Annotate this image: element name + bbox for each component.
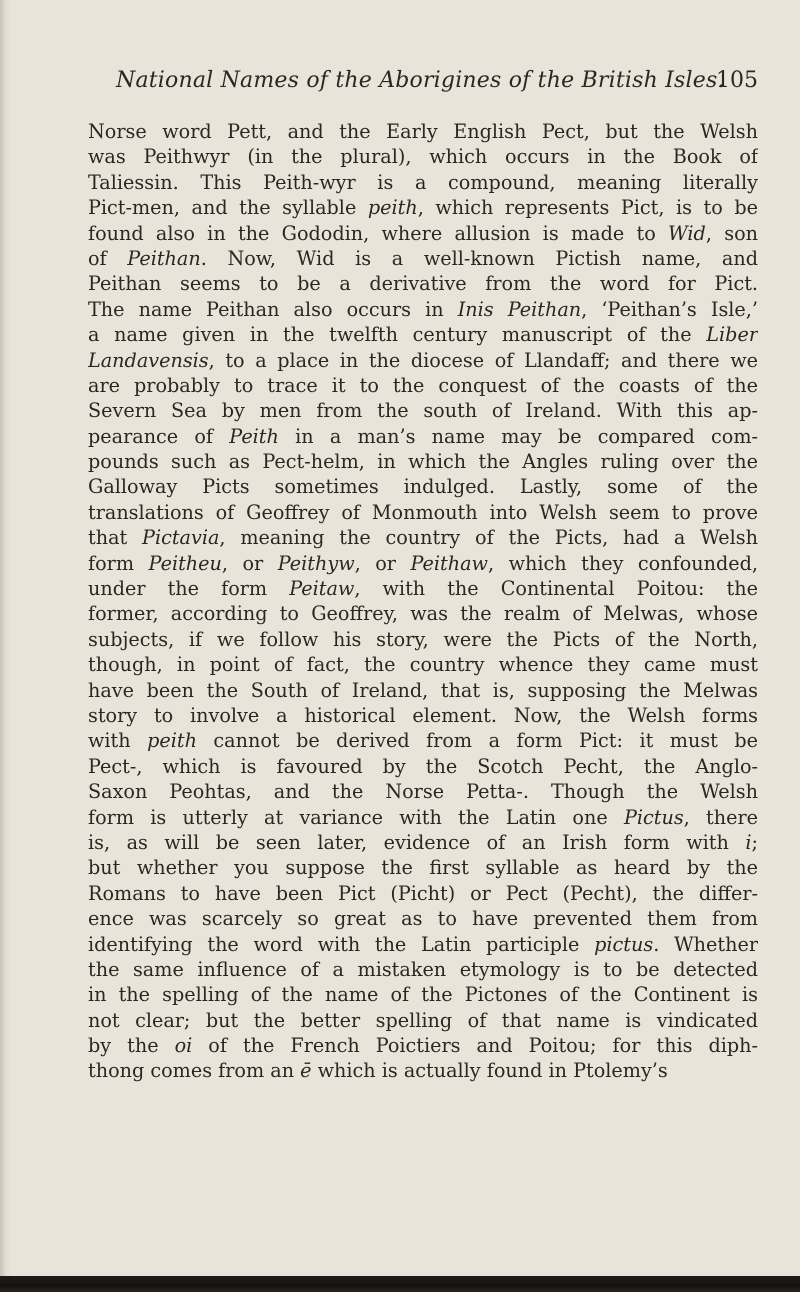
text-segment: thong comes from an: [88, 1059, 301, 1083]
page-number: 105: [716, 68, 758, 93]
italic-text: Pictus: [623, 805, 684, 829]
text-segment: with: [88, 729, 148, 753]
text-segment: Norse word Pett, and the Early English Pect, but the Welsh: [88, 120, 758, 143]
text-segment: , which represents Pict, is to be: [417, 196, 758, 220]
text-line: [88, 525, 758, 550]
italic-text: oi: [174, 1034, 193, 1058]
text-line: [88, 195, 758, 220]
text-line: [88, 271, 758, 296]
running-title: National Names of the Aborigines of the British Isles.: [116, 68, 725, 93]
text-segment: Pict-men, and the syllable: [88, 196, 368, 220]
text-segment: in the spelling of the name of the Pictones of the Continent is: [88, 983, 758, 1007]
text-segment: a name given in the twelfth century manuscript of the: [88, 323, 707, 347]
text-segment: , ‘Peithan’s Isle,’: [581, 297, 758, 321]
text-segment: the same influence of a mistaken etymology is to be detected: [88, 957, 758, 981]
text-line: [88, 855, 758, 880]
text-segment: . Now, Wid is a well-known Pictish name, and: [200, 246, 758, 270]
text-segment: Romans to have been Pict (Picht) or Pect (Pecht), the differ-: [88, 881, 758, 905]
italic-text: ē: [300, 1059, 312, 1083]
text-line: [88, 424, 758, 449]
text-line: [88, 728, 758, 753]
text-line: [88, 221, 758, 246]
italic-text: Peitaw: [289, 577, 355, 601]
text-line: [88, 703, 758, 728]
text-segment: Peithan seems to be a derivative from the word for Pict.: [88, 272, 758, 296]
text-segment: Pect-, which is favoured by the Scotch Pecht, the Anglo-: [88, 754, 758, 778]
text-line: [88, 1033, 758, 1058]
text-line: [88, 170, 758, 195]
text-line: [88, 906, 758, 931]
text-line: [88, 373, 758, 398]
text-segment: found also in the Gododin, where allusion is made to: [88, 221, 669, 245]
text-segment: , which they confounded,: [487, 551, 758, 575]
text-segment: form is utterly at variance with the Latin one: [88, 805, 624, 829]
text-segment: of the French Poictiers and Poitou; for this diph-: [192, 1034, 758, 1058]
text-segment: , son: [705, 221, 758, 245]
text-segment: form: [88, 551, 149, 575]
text-line: [88, 474, 758, 499]
text-line: [88, 449, 758, 474]
italic-text: Liber: [706, 323, 758, 347]
text-segment: story to involve a historical element. Now, the Welsh forms: [88, 703, 758, 727]
text-line: [88, 398, 758, 423]
text-segment: but whether you suppose the first syllable as heard by the: [88, 856, 758, 880]
text-segment: which is actually found in Ptolemy’s: [311, 1059, 668, 1083]
text-segment: translations of Geoffrey of Monmouth into Welsh seem to prove: [88, 500, 758, 524]
text-segment: identifying the word with the Latin participle: [88, 932, 595, 956]
italic-text: Peitheu: [148, 551, 222, 575]
text-segment: , there: [683, 805, 758, 829]
text-line: [88, 601, 758, 626]
text-segment: not clear; but the better spelling of that name is vindicated: [88, 1008, 758, 1032]
page-gutter-edge: [0, 0, 6, 1292]
text-segment: under the form: [88, 577, 290, 601]
text-segment: pounds such as Pect-helm, in which the Angles ruling over the: [88, 450, 758, 474]
text-segment: Galloway Picts sometimes indulged. Lastly, some of the: [88, 475, 758, 499]
italic-text: pictus: [594, 932, 654, 956]
text-line: [88, 297, 758, 322]
text-line: [88, 932, 758, 957]
italic-text: Landavensis: [88, 348, 209, 372]
text-line: [88, 652, 758, 677]
text-segment: have been the South of Ireland, that is, supposing the Melwas: [88, 678, 758, 702]
text-segment: The name Peithan also occurs in: [88, 297, 458, 321]
italic-text: Wid: [668, 221, 706, 245]
text-line: [88, 576, 758, 601]
text-line: [88, 881, 758, 906]
text-line: [88, 551, 758, 576]
text-line: [88, 830, 758, 855]
italic-text: peith: [367, 196, 418, 220]
text-line: [88, 322, 758, 347]
italic-text: Peithan: [127, 246, 201, 270]
text-segment: , meaning the country of the Picts, had a Welsh: [219, 526, 758, 550]
text-segment: , or: [221, 551, 278, 575]
text-line: [88, 982, 758, 1007]
body-text: [88, 119, 758, 1084]
text-segment: by the: [88, 1034, 175, 1058]
italic-text: Pictavia: [142, 526, 220, 550]
text-line: [88, 754, 758, 779]
text-segment: ;: [751, 830, 758, 854]
page-header: [58, 68, 758, 104]
text-segment: , to a place in the diocese of Llandaff; and there we: [208, 348, 758, 372]
text-segment: . Whether: [653, 932, 758, 956]
text-segment: subjects, if we follow his story, were the Picts of the North,: [88, 627, 758, 651]
text-line: [88, 1058, 758, 1083]
text-segment: Taliessin. This Peith-wyr is a compound, meaning literally: [88, 170, 758, 194]
text-segment: pearance of: [88, 424, 230, 448]
text-segment: , with the Continental Poitou: the: [354, 577, 758, 601]
text-line: [88, 678, 758, 703]
text-segment: ence was scarcely so great as to have prevented them from: [88, 907, 758, 931]
text-line: [88, 348, 758, 373]
text-segment: in a man’s name may be compared com-: [278, 424, 758, 448]
italic-text: Peithyw: [277, 551, 355, 575]
text-segment: cannot be derived from a form Pict: it must be: [196, 729, 758, 753]
italic-text: peith: [147, 729, 197, 753]
bottom-scan-edge: [0, 1276, 800, 1292]
italic-text: Inis Peithan: [457, 297, 582, 321]
text-segment: that: [88, 526, 143, 550]
text-segment: former, according to Geoffrey, was the realm of Melwas, whose: [88, 602, 758, 626]
text-segment: Severn Sea by men from the south of Ireland. With this ap-: [88, 399, 758, 423]
text-line: [88, 957, 758, 982]
text-line: [88, 779, 758, 804]
text-line: [88, 119, 758, 144]
text-line: [88, 500, 758, 525]
text-segment: was Peithwyr (in the plural), which occurs in the Book of: [88, 145, 758, 169]
italic-text: i: [745, 830, 752, 854]
text-line: [88, 144, 758, 169]
text-segment: of: [88, 246, 128, 270]
text-segment: though, in point of fact, the country whence they came must: [88, 653, 758, 677]
text-line: [88, 805, 758, 830]
text-segment: Saxon Peohtas, and the Norse Petta-. Though the Welsh: [88, 780, 758, 804]
text-segment: , or: [354, 551, 411, 575]
italic-text: Peithaw: [410, 551, 488, 575]
text-line: [88, 246, 758, 271]
text-line: [88, 1008, 758, 1033]
italic-text: Peith: [229, 424, 279, 448]
text-segment: is, as will be seen later, evidence of an Irish form with: [88, 830, 746, 854]
text-line: [88, 627, 758, 652]
text-segment: are probably to trace it to the conquest of the coasts of the: [88, 373, 758, 397]
